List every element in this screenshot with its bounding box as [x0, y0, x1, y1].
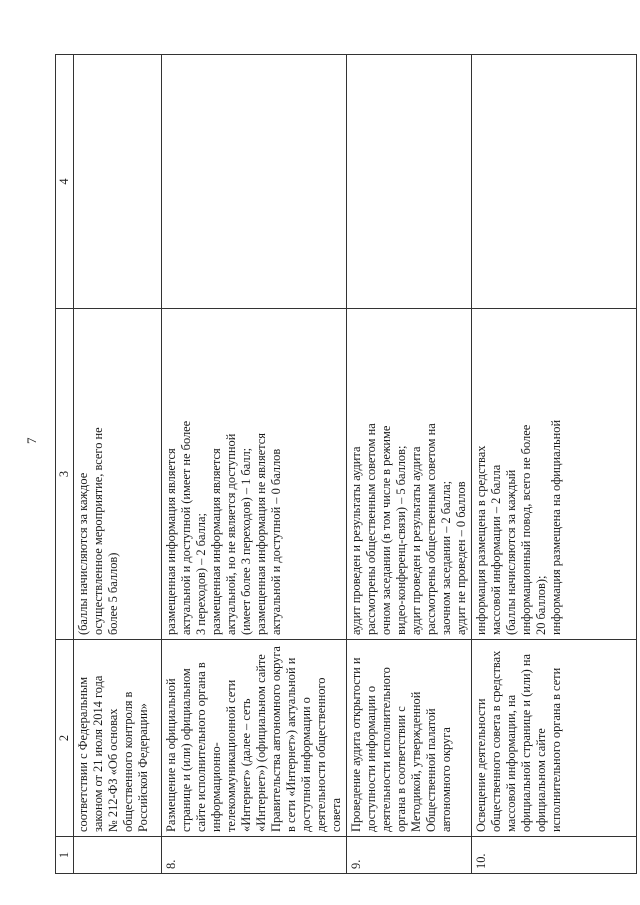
criterion-line: общественного контроля в — [121, 691, 135, 832]
row-number — [74, 837, 162, 874]
table-row — [347, 55, 472, 874]
scoring-line: 20 баллов); — [534, 575, 548, 635]
table-row — [162, 55, 347, 874]
scoring-line: актуальной и доступной – 0 баллов — [269, 448, 283, 635]
scoring-line: актуальной и доступной (имеет не более — [179, 420, 193, 635]
scoring-line: очном заседании (в том числе в режиме — [379, 425, 393, 635]
table-body — [74, 55, 637, 874]
criterion-line: в сети «Интернет») актуальной и — [284, 657, 298, 832]
criterion-line: сайте исполнительного органа в — [194, 662, 208, 832]
criterion-line: законом от 21 июля 2014 года — [91, 675, 105, 832]
criterion-line: соответствии с Федеральным — [76, 676, 90, 832]
header-col-4: 4 — [56, 55, 74, 309]
scoring-line: рассмотрены общественным советом на — [364, 423, 378, 635]
criteria-table — [55, 54, 637, 874]
criterion-line: доступности информации о — [364, 685, 378, 832]
scoring-line: более 5 баллов) — [106, 552, 120, 635]
criterion-line: доступной информации о — [299, 697, 313, 832]
criterion-cell — [162, 640, 347, 837]
criterion-line: Общественной палатой — [424, 708, 438, 832]
criterion-line: Методикой, утвержденной — [409, 691, 423, 832]
criterion-cell — [472, 640, 637, 837]
scoring-line: рассмотрены общественным советом на — [424, 423, 438, 635]
scoring-line: аудит не проведен – 0 баллов — [454, 481, 468, 635]
scoring-line: осуществленное мероприятие, всего не — [91, 427, 105, 635]
scoring-line: видео-конференц-связи) – 5 баллов; — [394, 445, 408, 635]
criterion-line: деятельности исполнительного — [379, 667, 393, 832]
criterion-line: совета — [329, 797, 343, 832]
scoring-line: актуальной, но не является доступной — [224, 433, 238, 635]
header-col-2: 2 — [56, 640, 74, 837]
criterion-line: органа в соответствии с — [394, 706, 408, 832]
scoring-line: информационный повод, всего не более — [519, 424, 533, 635]
criterion-line: официальном сайте — [534, 728, 548, 832]
scoring-cell — [472, 309, 637, 640]
scoring-line: массовой информации – 2 балла — [489, 464, 503, 635]
rotated-table-wrapper — [55, 54, 625, 874]
criterion-line: Российской Федерации» — [136, 703, 150, 832]
criterion-line: массовой информации, на — [504, 694, 518, 832]
note-cell — [472, 55, 637, 309]
scoring-cell — [162, 309, 347, 640]
scoring-line: информация размещена на официальной — [549, 419, 563, 635]
criterion-line: «Интернет» (далее – сеть — [239, 698, 253, 832]
criterion-line: официальной странице и (или) на — [519, 653, 533, 832]
scoring-line: аудит проведен и результаты аудита — [409, 446, 423, 635]
table-row — [74, 55, 162, 874]
scoring-line: 3 переходов) – 2 балла; — [194, 513, 208, 635]
scoring-cell — [74, 309, 162, 640]
scoring-line: размещенная информация не является — [254, 433, 268, 635]
criterion-line: автономного округа — [439, 727, 453, 832]
scoring-line: заочном заседании – 2 балла; — [439, 480, 453, 635]
criterion-cell — [74, 640, 162, 837]
note-cell — [74, 55, 162, 309]
criterion-line: исполнительного органа в сети — [549, 667, 563, 832]
criterion-line: Проведение аудита открытости и — [349, 657, 363, 832]
scoring-line: информация размещена в средствах — [474, 445, 488, 635]
note-cell — [162, 55, 347, 309]
row-number: 10. — [472, 837, 637, 874]
note-cell — [347, 55, 472, 309]
criterion-line: Размещение на официальной — [164, 678, 178, 832]
scoring-line: размещенная информация является — [209, 448, 223, 635]
criterion-line: деятельности общественного — [314, 677, 328, 832]
page-number: 7 — [24, 437, 39, 444]
scoring-cell — [347, 309, 472, 640]
row-number: 8. — [162, 837, 347, 874]
scoring-line: размещенная информация является — [164, 448, 178, 635]
criterion-cell — [347, 640, 472, 837]
criterion-line: «Интернет») (официальном сайте — [254, 654, 268, 832]
scoring-line: (баллы начисляются за каждый — [504, 469, 518, 635]
table-header-row — [56, 55, 74, 874]
criterion-line: Правительства автономного округа — [269, 646, 283, 832]
criterion-line: информационно- — [209, 742, 223, 832]
scoring-line: (баллы начисляются за каждое — [76, 472, 90, 635]
criterion-line: общественного совета в средствах — [489, 650, 503, 832]
header-col-3: 3 — [56, 309, 74, 640]
criterion-line: № 212-ФЗ «Об основах — [106, 708, 120, 832]
criterion-line: телекоммуникационной сети — [224, 679, 238, 832]
scoring-line: аудит проведен и результаты аудита — [349, 446, 363, 635]
criterion-line: странице и (или) официальном — [179, 668, 193, 832]
scoring-line: (имеет более 3 переходов) – 1 балл; — [239, 447, 253, 635]
table-row — [472, 55, 637, 874]
row-number: 9. — [347, 837, 472, 874]
criterion-line: Освещение деятельности — [474, 698, 488, 832]
header-col-1: 1 — [56, 837, 74, 874]
